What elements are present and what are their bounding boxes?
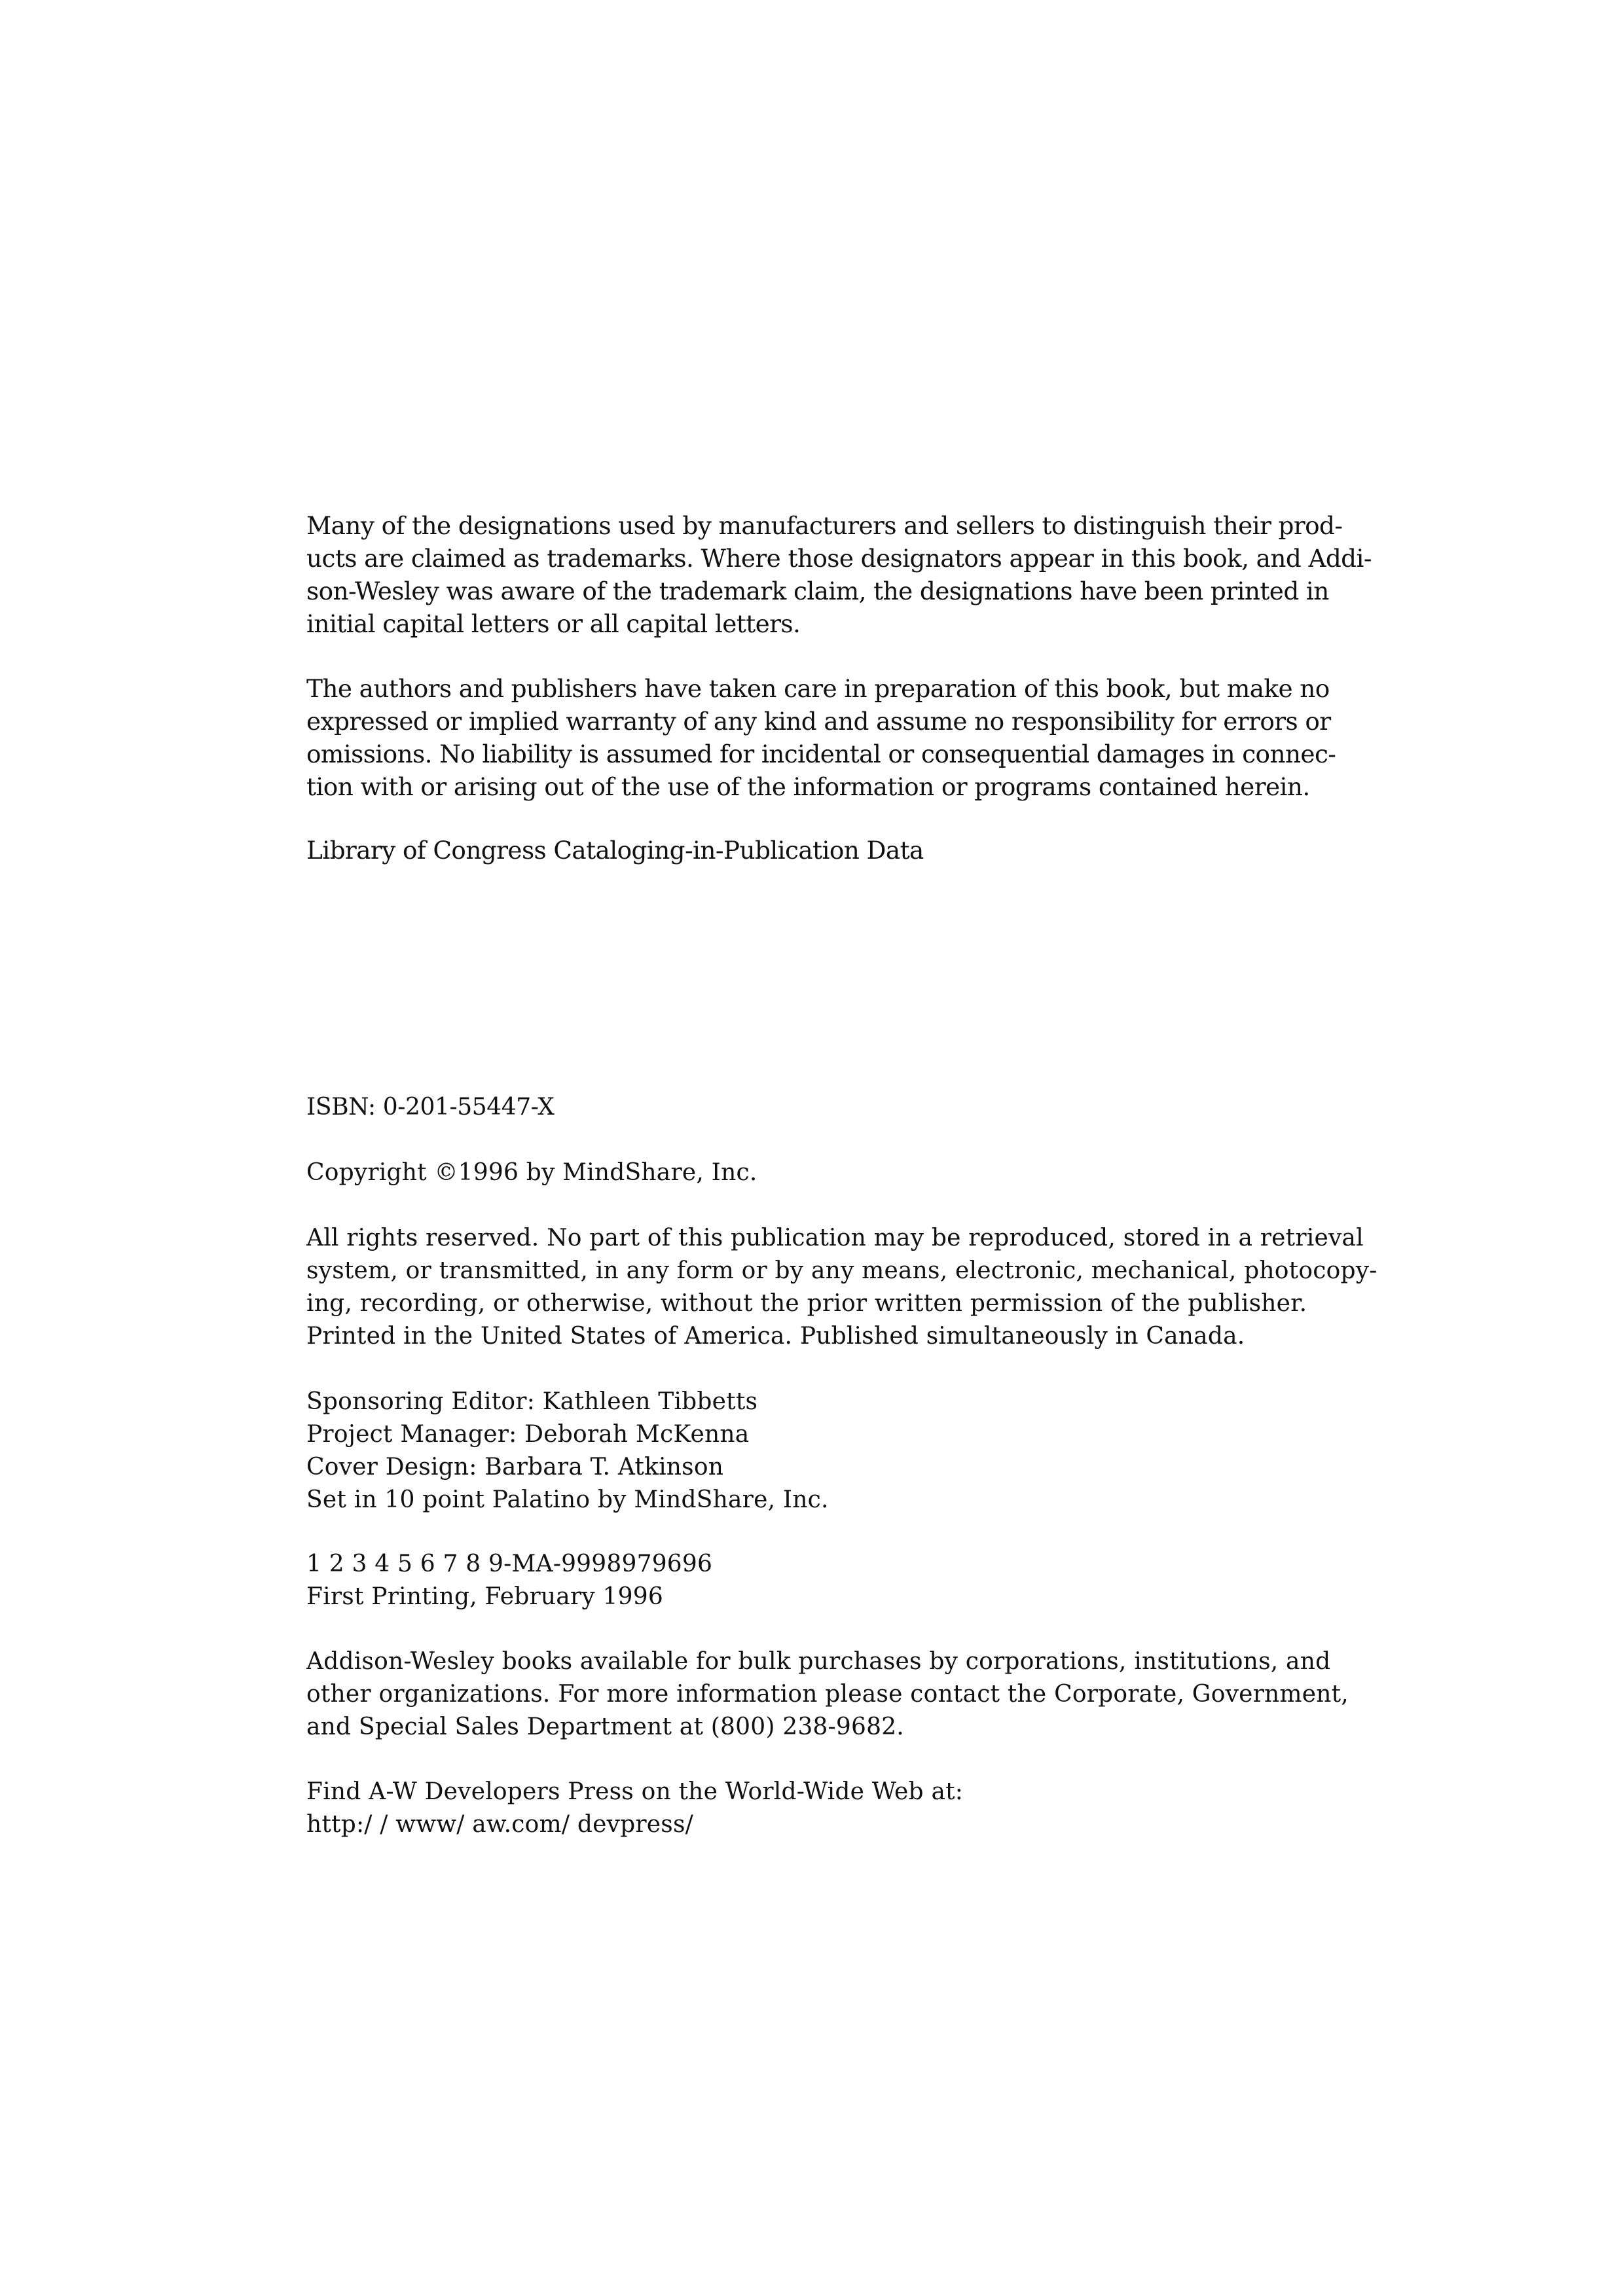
warranty-notice — [306, 672, 1367, 803]
sponsoring-editor: Sponsoring Editor: Kathleen Tibbetts — [306, 1388, 758, 1415]
cip-heading-text: Library of Congress Cataloging-in-Publication Data — [306, 836, 924, 865]
rights-notice-line: ing, recording, or otherwise, without the prior written permission of the publisher. — [306, 1290, 1307, 1317]
printing-info — [306, 1548, 1367, 1613]
warranty-notice-line: The authors and publishers have taken care in preparation of this book, but make no — [306, 674, 1330, 703]
first-printing: First Printing, February 1996 — [306, 1583, 663, 1610]
warranty-notice-line: expressed or implied warranty of any kind and assume no responsibility for errors or — [306, 707, 1331, 736]
project-manager: Project Manager: Deborah McKenna — [306, 1421, 750, 1448]
bulk-sales-line: Addison-Wesley books available for bulk purchases by corporations, institutions, and — [306, 1648, 1331, 1675]
web-info-intro: Find A-W Developers Press on the World-Wide Web at: — [306, 1778, 964, 1805]
rights-notice-line: All rights reserved. No part of this publication may be reproduced, stored in a retrieval — [306, 1225, 1364, 1251]
trademark-notice-line: initial capital letters or all capital letters. — [306, 609, 801, 638]
trademark-notice-line: Many of the designations used by manufacturers and sellers to distinguish their prod- — [306, 511, 1343, 540]
rights-notice — [306, 1222, 1377, 1353]
isbn-text: ISBN: 0-201-55447-X — [306, 1094, 555, 1121]
warranty-notice-line: omissions. No liability is assumed for incidental or consequential damages in connec- — [306, 740, 1336, 768]
cover-design: Cover Design: Barbara T. Atkinson — [306, 1454, 724, 1480]
trademark-notice-line: ucts are claimed as trademarks. Where those designators appear in this book, and Addi- — [306, 544, 1372, 573]
printing-number-line: 1 2 3 4 5 6 7 8 9-MA-9998979696 — [306, 1551, 713, 1577]
rights-notice-line: system, or transmitted, in any form or by any means, electronic, mechanical, photocopy- — [306, 1257, 1377, 1284]
web-info — [306, 1776, 1367, 1841]
bulk-sales-line: and Special Sales Department at (800) 238-9682. — [306, 1713, 904, 1740]
warranty-notice-line: tion with or arising out of the use of the information or programs contained herein. — [306, 772, 1310, 801]
trademark-notice — [306, 509, 1372, 640]
web-url: http:/ / www/ aw.com/ devpress/ — [306, 1811, 693, 1838]
typesetting-note: Set in 10 point Palatino by MindShare, Inc. — [306, 1486, 829, 1513]
trademark-notice-line: son-Wesley was aware of the trademark claim, the designations have been printed in — [306, 577, 1329, 605]
cip-heading — [306, 834, 1367, 867]
bulk-sales-line: other organizations. For more information please contact the Corporate, Government, — [306, 1681, 1349, 1708]
copyright-text: Copyright ©1996 by MindShare, Inc. — [306, 1159, 757, 1186]
bulk-sales-notice — [306, 1645, 1367, 1744]
copyright-line — [306, 1157, 1367, 1189]
rights-notice-line: Printed in the United States of America. Published simultaneously in Canada. — [306, 1323, 1245, 1350]
credits — [306, 1386, 1367, 1516]
isbn — [306, 1091, 1367, 1124]
